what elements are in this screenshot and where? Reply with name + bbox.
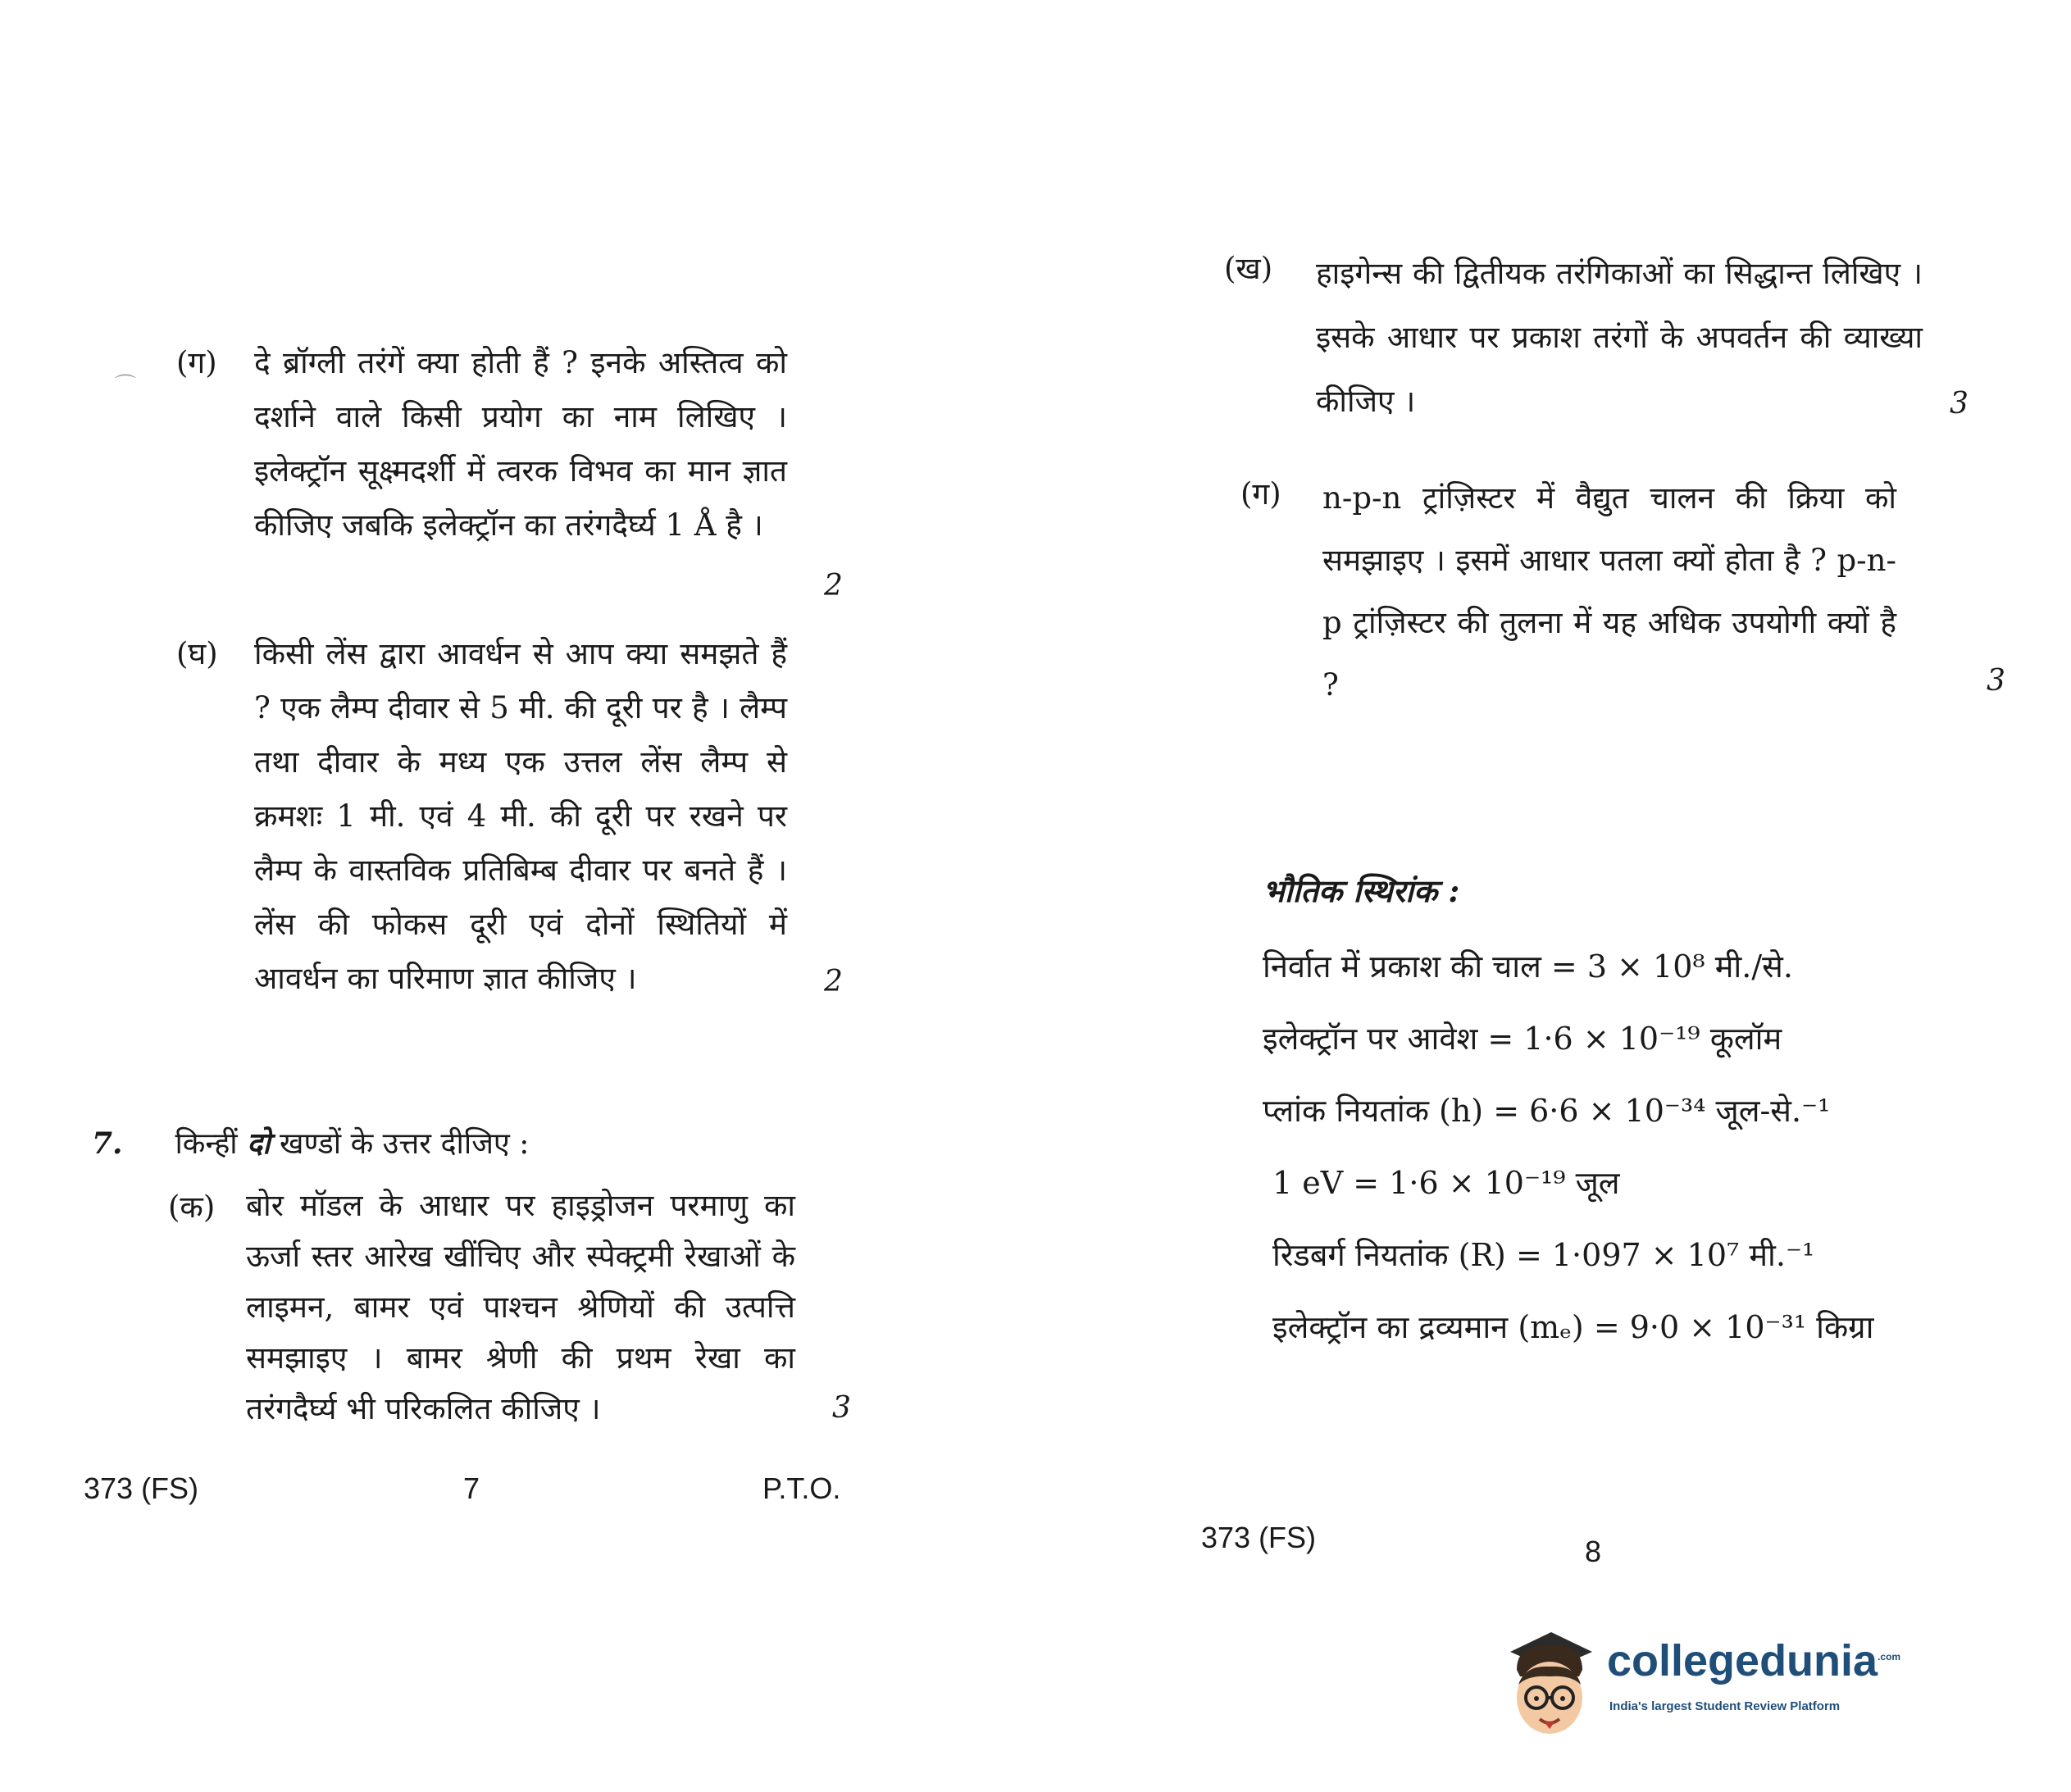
collegedunia-logo [1500,1627,1901,1742]
lead-text-after: खण्डों के उत्तर दीजिए : [280,1127,530,1161]
constant-item: इलेक्ट्रॉन का द्रव्यमान (mₑ) = 9·0 × 10⁻³¹ किग्रा [1272,1309,1874,1345]
question-marks: 3 [1950,387,1969,421]
question-text: हाइगेन्स की द्वितीयक तरंगिकाओं का सिद्धान्त लिखिए । इसके आधार पर प्रकाश तरंगों के अपवर्तन की व्याख्या कीजिए । [1316,256,1923,419]
question-label: (क) [168,1189,216,1225]
footer-code: 373 (FS) [1201,1521,1317,1554]
constant-item: निर्वात में प्रकाश की चाल = 3 × 10⁸ मी./से. [1263,948,1793,985]
question-7-lead [92,1119,529,1169]
question-marks: 2 [824,965,843,998]
question-text: दे ब्रॉग्ली तरंगें क्या होती हैं ? इनके अस्तित्व को दर्शाने वाले किसी प्रयोग का नाम लिखिए । इलेक्ट्रॉन सूक्ष्मदर्शी में त्वरक विभव का मान ज्ञात कीजिए जबकि इलेक्ट्रॉन का तरंगदैर्घ्य 1 Å है । [254,345,787,543]
question-marks: 2 [824,569,843,603]
constant-item: 1 eV = 1·6 × 10⁻¹⁹ जूल [1272,1165,1620,1201]
question-label: (ग) [176,345,217,380]
constants-list [1263,930,1873,1363]
footer-code: 373 (FS) [84,1471,199,1505]
constant-item: प्लांक नियतांक (h) = 6·6 × 10⁻³⁴ जूल-से.⁻¹ [1263,1093,1831,1129]
question-marks: 3 [832,1391,851,1425]
question-kh [1224,242,2036,439]
constant-item: इलेक्ट्रॉन पर आवेश = 1·6 × 10⁻¹⁹ कूलॉम [1263,1021,1782,1057]
question-marks: 3 [1987,664,2005,698]
question-number: 7. [92,1126,123,1161]
question-label: (घ) [176,636,218,671]
lead-text-before: किन्हीं [175,1127,238,1161]
question-gh [176,627,843,1012]
question-text: n-p-n ट्रांज़िस्टर में वैद्युत चालन की क्रिया को समझाइए । इसमें आधार पतला क्यों होता है ? p-n-p ट्रांज़िस्टर की तुलना में यह अधिक उपयोगी क्यों है ? [1322,480,1896,703]
question-text: किसी लेंस द्वारा आवर्धन से आप क्या समझते हैं ? एक लैम्प दीवार से 5 मी. की दूरी पर है । लैम्प तथा दीवार के मध्य एक उत्तल लेंस लैम्प से क्रमशः 1 मी. एवं 4 मी. की दूरी पर रखने पर लैम्प के वास्तविक प्रतिबिम्ब दीवार पर बनते हैं । लेंस की फोकस दूरी एवं दोनों स्थितियों में आवर्धन का परिमाण ज्ञात कीजिए । [254,636,787,996]
logo-wordmark [1607,1635,1900,1686]
question-label: (ख) [1224,251,1273,286]
footer-page-number: 7 [463,1471,480,1505]
question-text: बोर मॉडल के आधार पर हाइड्रोजन परमाणु का ऊर्जा स्तर आरेख खींचिए और स्पेक्ट्रमी रेखाओं के लाइमन, बामर एवं पाश्चन श्रेणियों की उत्पत्ति समझाइए । बामर श्रेणी की प्रथम रेखा का तरंगदैर्घ्य भी परिकलित कीजिए । [246,1188,795,1426]
scan-artifact: ⌒ [115,374,137,398]
question-gha-top [176,336,843,607]
logo-brand-text: collegedunia [1607,1636,1878,1685]
mascot-icon [1500,1627,1599,1742]
footer-pto: P.T.O. [762,1471,841,1505]
footer-page-number: 8 [1585,1535,1602,1568]
question-label: (ग) [1240,476,1281,512]
question-ga [1240,467,2060,730]
constants-title: भौतिक स्थिरांक : [1263,872,1460,909]
logo-tagline: India's largest Student Review Platform [1609,1699,1841,1713]
right-page [1036,0,2071,1792]
constant-item: रिडबर्ग नियतांक (R) = 1·097 × 10⁷ मी.⁻¹ [1272,1237,1815,1273]
lead-text-emphasis: दो [247,1126,271,1161]
logo-suffix: .com [1878,1651,1901,1662]
question-ka [168,1180,849,1451]
